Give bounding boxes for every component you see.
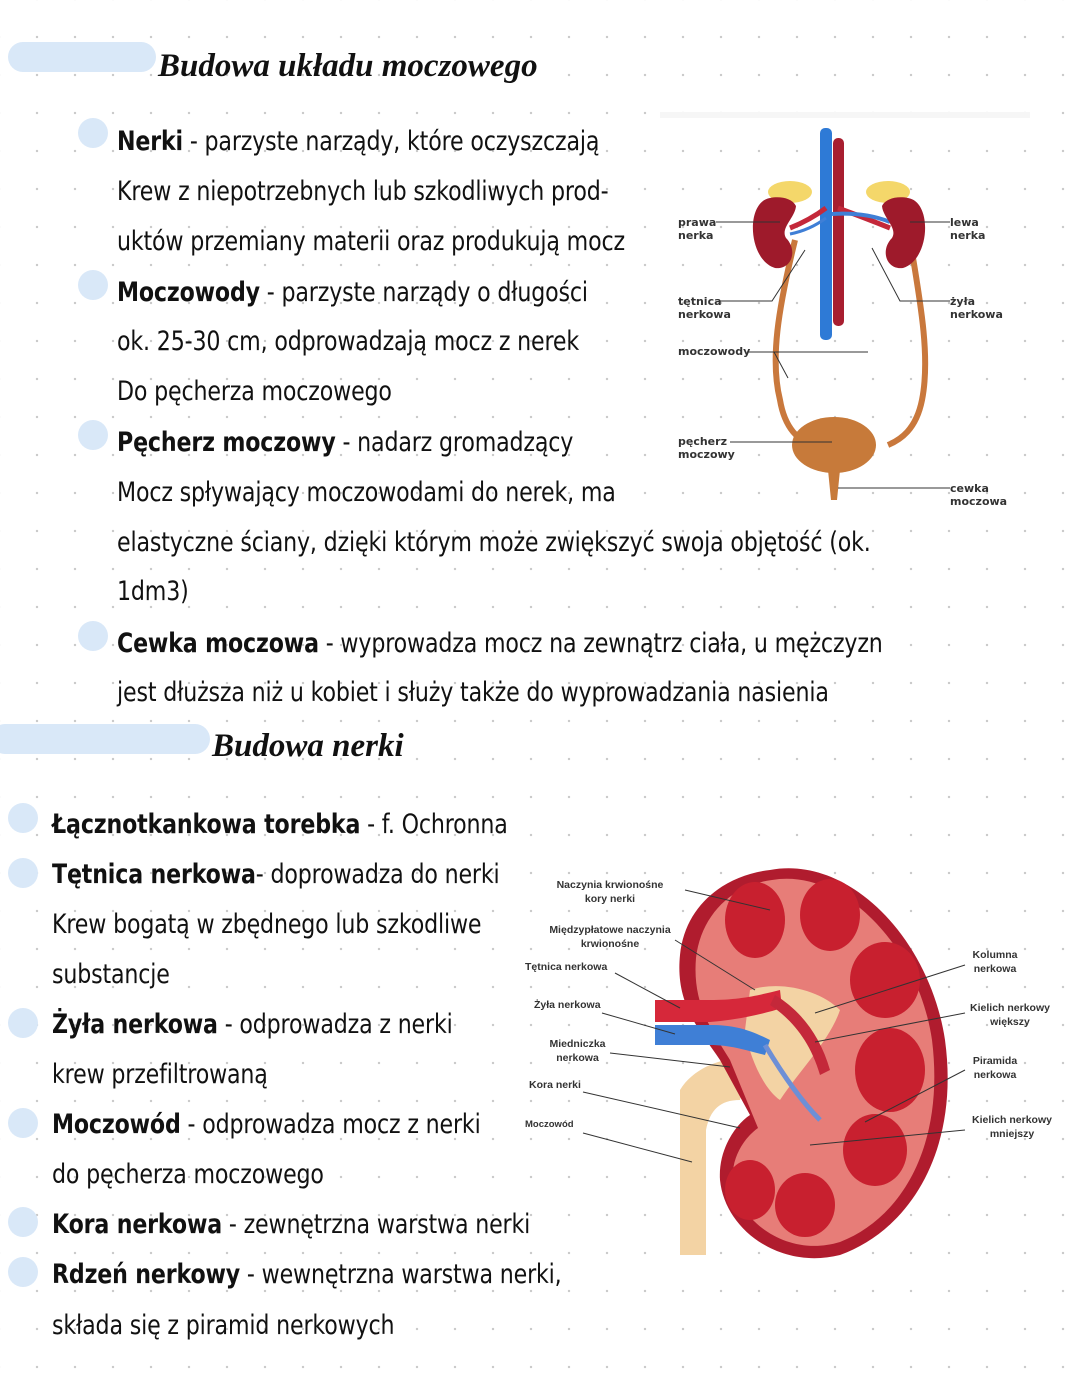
item-torebka-line1: Łącznotkankowa torebka - f. Ochronna [52,809,508,840]
term-torebka: Łącznotkankowa torebka [52,809,361,840]
urinary-system-diagram [660,110,1040,520]
section-title-urinary-system: Budowa układu moczowego [158,48,538,84]
bullet-rdzen [8,1257,38,1287]
item-zyla-line2: krew przefiltrowaną [52,1059,268,1090]
item-cewka-line2: jest dłuższa niż u kobiet i służy także do wyprowadzania nasienia [117,677,829,708]
term-moczowod: Moczowód [52,1109,181,1140]
item-rdzen-line2: składa się z piramid nerkowych [52,1310,395,1341]
label-right-kidney: prawa nerka [678,216,717,242]
item-pecherz-line1: Pęcherz moczowy - nadarz gromadzący [117,427,574,458]
label-cortex-vessels: Naczynia krwionośne kory nerki [556,879,664,905]
item-moczowod-line2: do pęcherza moczowego [52,1159,324,1190]
section-title-kidney: Budowa nerki [212,728,404,764]
item-rdzen-line1: Rdzeń nerkowy - wewnętrzna warstwa nerki, [52,1259,562,1290]
item-moczowod-line1: Moczowód - odprowadza mocz z nerki [52,1109,481,1140]
label-minor-calyx: Kielich nerkowy mniejszy [972,1114,1052,1140]
label-renal-vein-2: Żyła nerkowa [534,999,601,1011]
term-kora: Kora nerkowa [52,1209,223,1240]
item-cewka-line1: Cewka moczowa - wyprowadza mocz na zewnątrz ciała, u mężczyzn [117,628,883,659]
item-pecherz-line4: 1dm3) [117,576,189,607]
label-pyramid: Piramida nerkowa [972,1055,1018,1081]
label-ureter: Moczowód [525,1119,574,1130]
item-tetnica-line1: Tętnica nerkowa- doprowadza do nerki [52,859,500,890]
bullet-nerki [78,118,108,148]
item-moczowody-line3: Do pęcherza moczowego [117,376,392,407]
item-kora-line1: Kora nerkowa - zewnętrzna warstwa nerki [52,1209,531,1240]
bullet-torebka [8,803,38,833]
term-tetnica: Tętnica nerkowa [52,859,256,890]
item-tetnica-line3: substancje [52,959,170,990]
label-cortex: Kora nerki [529,1079,581,1091]
bullet-zyla [8,1008,38,1038]
item-nerki-line3: uktów przemiany materii oraz produkują mocz [117,226,625,257]
bullet-tetnica [8,858,38,888]
label-left-kidney: lewa nerka [950,216,986,242]
label-renal-column: Kolumna nerkowa [972,949,1018,975]
item-nerki-line2: Krew z niepotrzebnych lub szkodliwych prod- [117,176,609,207]
label-bladder: pęcherz moczowy [678,435,735,461]
term-cewka: Cewka moczowa [117,628,319,659]
label-ureters: moczowody [678,345,751,358]
bullet-pecherz [78,420,108,450]
item-zyla-line1: Żyła nerkowa - odprowadza z nerki [52,1009,453,1040]
term-pecherz: Pęcherz moczowy [117,427,336,458]
label-renal-vein: żyła nerkowa [950,295,1003,321]
label-urethra: cewka moczowa [950,482,1008,508]
label-renal-artery: tętnica nerkowa [678,295,731,321]
bullet-moczowody [78,270,108,300]
term-zyla: Żyła nerkowa [52,1009,218,1040]
item-pecherz-line2: Mocz spływający moczowodami do nerek, ma [117,477,616,508]
bullet-moczowod [8,1108,38,1138]
item-moczowody-line2: ok. 25-30 cm, odprowadzają mocz z nerek [117,326,580,357]
item-moczowody-line1: Moczowody - parzyste narządy o długości [117,277,588,308]
item-tetnica-line2: Krew bogatą w zbędnego lub szkodliwe [52,909,482,940]
item-nerki-line1: Nerki - parzyste narządy, które oczyszczają [117,126,600,157]
kidney-cross-section-diagram [520,860,1080,1260]
term-moczowody: Moczowody [117,277,260,308]
label-renal-artery-2: Tętnica nerkowa [525,961,608,973]
label-interlobar-vessels: Międzypłatowe naczynia krwionośne [549,924,671,950]
term-rdzen: Rdzeń nerkowy [52,1259,241,1290]
label-major-calyx: Kielich nerkowy większy [970,1002,1050,1028]
item-pecherz-line3: elastyczne ściany, dzięki którym może zwiększyć swoja objętość (ok. [117,527,871,558]
bullet-kora [8,1207,38,1237]
term-nerki: Nerki [117,126,183,157]
label-renal-pelvis: Miedniczka nerkowa [549,1038,606,1064]
bullet-cewka [78,621,108,651]
title-highlight-bar [8,42,156,72]
title-highlight-bar-2 [0,724,210,754]
